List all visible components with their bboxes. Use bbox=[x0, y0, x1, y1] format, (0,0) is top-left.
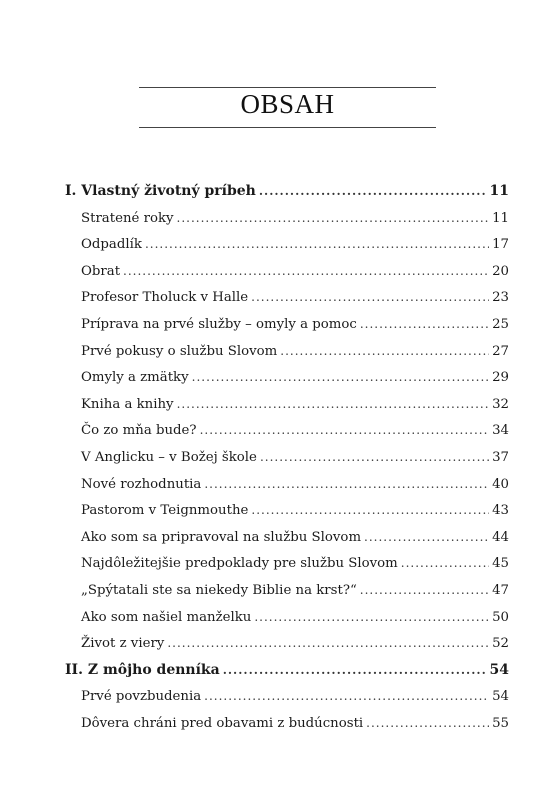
toc-entry[interactable] bbox=[65, 471, 509, 498]
toc-leader-dots bbox=[364, 524, 489, 551]
toc-entry-title: Pastorom v Teignmouthe bbox=[81, 503, 249, 519]
toc-leader-dots bbox=[167, 630, 489, 657]
toc-entry[interactable] bbox=[65, 391, 509, 418]
toc-leader-dots bbox=[177, 391, 490, 418]
toc-leader-dots bbox=[145, 231, 489, 258]
toc-page-number: 52 bbox=[492, 636, 509, 652]
toc-entry[interactable] bbox=[65, 338, 509, 365]
toc-leader-dots bbox=[192, 364, 489, 391]
toc-page-number: 47 bbox=[492, 582, 509, 598]
toc-leader-dots bbox=[259, 178, 487, 205]
toc-entry[interactable] bbox=[65, 497, 509, 524]
toc-part-title: I. Vlastný životný príbeh bbox=[65, 183, 256, 199]
toc-entry-title: Profesor Tholuck v Halle bbox=[81, 290, 249, 306]
toc-page-number: 55 bbox=[492, 715, 509, 731]
title-rule-top bbox=[139, 87, 436, 88]
toc-leader-dots bbox=[204, 471, 489, 498]
toc-entry-title: Dôvera chráni pred obavami z budúcnosti bbox=[81, 715, 364, 731]
toc-leader-dots bbox=[254, 604, 489, 631]
toc-part-heading[interactable] bbox=[65, 657, 509, 684]
toc-page-number: 45 bbox=[492, 556, 509, 572]
toc-entry-title: Prvé pokusy o službu Slovom bbox=[81, 343, 278, 359]
toc-page-number: 37 bbox=[492, 449, 509, 465]
toc-entry[interactable] bbox=[65, 284, 509, 311]
toc-entry[interactable] bbox=[65, 231, 509, 258]
toc-entry[interactable] bbox=[65, 630, 509, 657]
toc-entry-title: Ako som sa pripravoval na službu Slovom bbox=[81, 529, 362, 545]
toc-entry-title: Čo zo mňa bude? bbox=[81, 423, 197, 439]
title-rule-bottom bbox=[139, 127, 436, 128]
toc-leader-dots bbox=[360, 311, 489, 338]
toc-page-number: 17 bbox=[492, 237, 509, 253]
toc-page-number: 34 bbox=[492, 423, 509, 439]
toc-leader-dots bbox=[251, 284, 489, 311]
toc-entry-title: Prvé povzbudenia bbox=[81, 689, 202, 705]
toc-entry-title: V Anglicku – v Božej škole bbox=[81, 449, 257, 465]
toc-entry[interactable] bbox=[65, 444, 509, 471]
toc-leader-dots bbox=[177, 205, 490, 232]
toc-page-number: 40 bbox=[492, 476, 509, 492]
toc-page-number: 32 bbox=[492, 396, 509, 412]
toc-page-number: 27 bbox=[492, 343, 509, 359]
toc-entry-title: Kniha a knihy bbox=[81, 396, 174, 412]
toc-entry[interactable] bbox=[65, 710, 509, 737]
toc-entry-title: Najdôležitejšie predpoklady pre službu Slovom bbox=[81, 556, 398, 572]
toc-page-number: 50 bbox=[492, 609, 509, 625]
table-of-contents bbox=[65, 178, 509, 736]
toc-entry[interactable] bbox=[65, 258, 509, 285]
toc-leader-dots bbox=[401, 550, 489, 577]
toc-entry-title: Odpadlík bbox=[81, 237, 142, 253]
toc-entry-title: Príprava na prvé služby – omyly a pomoc bbox=[81, 316, 357, 332]
toc-leader-dots bbox=[366, 710, 489, 737]
toc-entry[interactable] bbox=[65, 604, 509, 631]
toc-entry[interactable] bbox=[65, 683, 509, 710]
toc-leader-dots bbox=[223, 657, 487, 684]
toc-entry[interactable] bbox=[65, 311, 509, 338]
toc-part-title: II. Z môjho denníka bbox=[65, 661, 220, 678]
toc-entry-title: Nové rozhodnutia bbox=[81, 476, 202, 492]
toc-entry[interactable] bbox=[65, 364, 509, 391]
toc-entry-title: Ako som našiel manželku bbox=[81, 609, 252, 625]
toc-page-number: 54 bbox=[492, 689, 509, 705]
toc-leader-dots bbox=[280, 338, 489, 365]
toc-entry-title: „Spýtatali ste sa niekedy Biblie na krst?“ bbox=[81, 582, 357, 598]
toc-entry[interactable] bbox=[65, 524, 509, 551]
toc-entry[interactable] bbox=[65, 417, 509, 444]
toc-page-number: 29 bbox=[492, 370, 509, 386]
toc-leader-dots bbox=[123, 258, 489, 285]
toc-page-number: 20 bbox=[492, 263, 509, 279]
toc-entry[interactable] bbox=[65, 577, 509, 604]
toc-entry[interactable] bbox=[65, 550, 509, 577]
toc-page-number: 25 bbox=[492, 316, 509, 332]
toc-leader-dots bbox=[360, 577, 489, 604]
page-title: OBSAH bbox=[240, 89, 335, 119]
toc-entry-title: Stratené roky bbox=[81, 210, 174, 226]
toc-page-number: 11 bbox=[489, 183, 509, 199]
toc-leader-dots bbox=[204, 683, 489, 710]
toc-entry-title: Obrat bbox=[81, 263, 121, 279]
toc-entry-title: Omyly a zmätky bbox=[81, 370, 189, 386]
toc-leader-dots bbox=[251, 497, 489, 524]
toc-page-number: 54 bbox=[489, 661, 509, 678]
toc-page-number: 23 bbox=[492, 290, 509, 306]
toc-part-heading[interactable] bbox=[65, 178, 509, 205]
toc-page-number: 44 bbox=[492, 529, 509, 545]
toc-entry[interactable] bbox=[65, 205, 509, 232]
toc-page-number: 11 bbox=[492, 210, 509, 226]
toc-leader-dots bbox=[260, 444, 489, 471]
toc-entry-title: Život z viery bbox=[81, 636, 165, 652]
toc-page-number: 43 bbox=[492, 503, 509, 519]
toc-leader-dots bbox=[200, 417, 490, 444]
